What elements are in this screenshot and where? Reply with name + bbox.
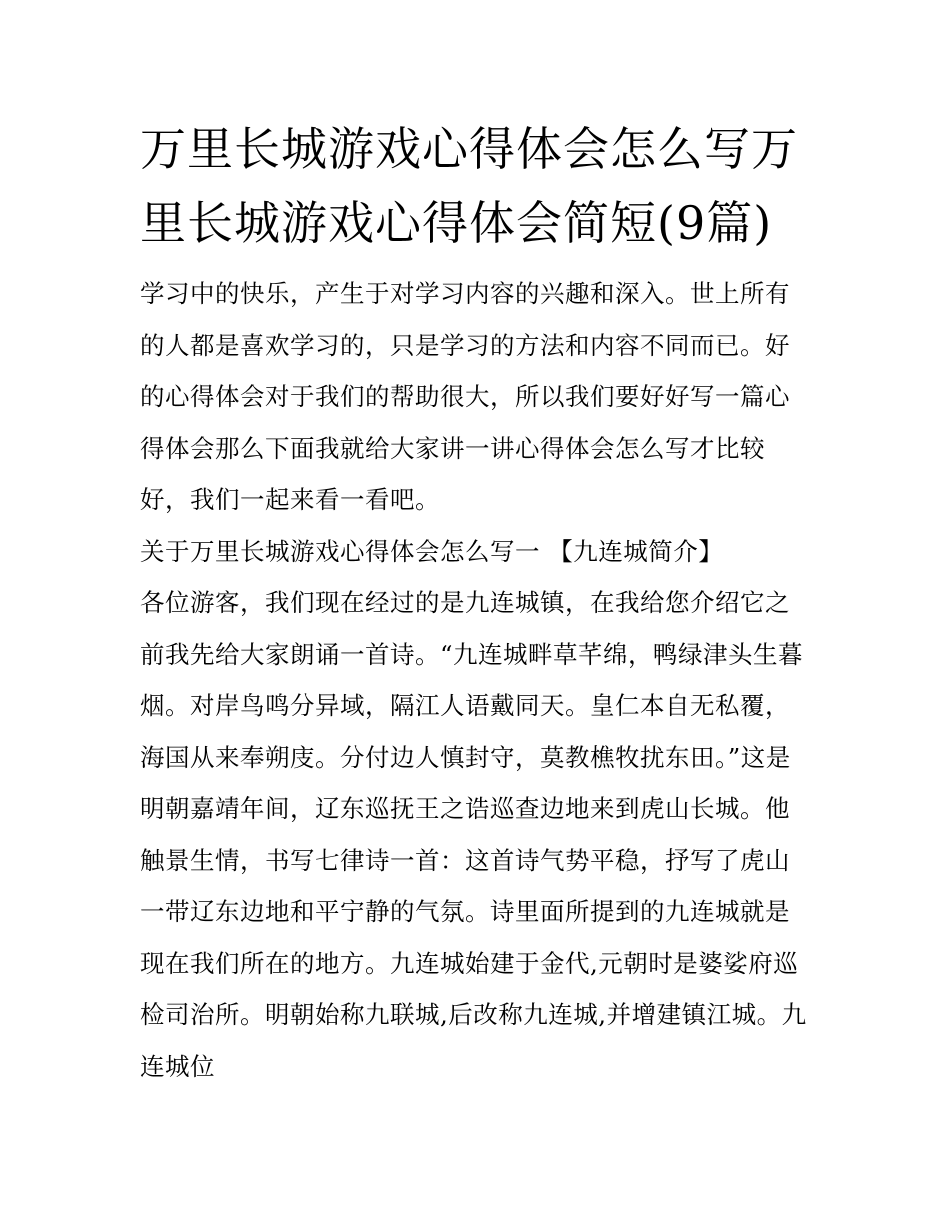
document-content [140,112,812,1092]
section-body-paragraph: 各位游客，我们现在经过的是九连城镇，在我给您介绍它之前我先给大家朗诵一首诗。“九连城畔草芊绵，鸭绿津头生暮烟。对岸鸟鸣分异域，隔江人语戴同天。皇仁本自无私覆，海国从来奉朔庋。分付边人慎封守，莫教樵牧扰东田。”这是明朝嘉靖年间，辽东巡抚王之诰巡查边地来到虎山长城。他触景生情，书写七律诗一首：这首诗气势平稳，抒写了虎山一带辽东边地和平宁静的气氛。诗里面所提到的九连城就是现在我们所在的地方。九连城始建于金代,元朝时是婆娑府巡检司治所。明朝始称九联城,后改称九连城,并增建镇江城。九连城位 [140,588,807,1081]
document-title: 万里长城游戏心得体会怎么写万里长城游戏心得体会简短(9篇) [140,122,798,250]
section-heading: 关于万里长城游戏心得体会怎么写一 【九连城简介】 [140,536,724,566]
intro-paragraph: 学习中的快乐，产生于对学习内容的兴趣和深入。世上所有的人都是喜欢学习的，只是学习的方法和内容不同而已。好的心得体会对于我们的帮助很大，所以我们要好好写一篇心得体会那么下面我就给大家讲一讲心得体会怎么写才比较好，我们一起来看一看吧。 [140,279,790,514]
